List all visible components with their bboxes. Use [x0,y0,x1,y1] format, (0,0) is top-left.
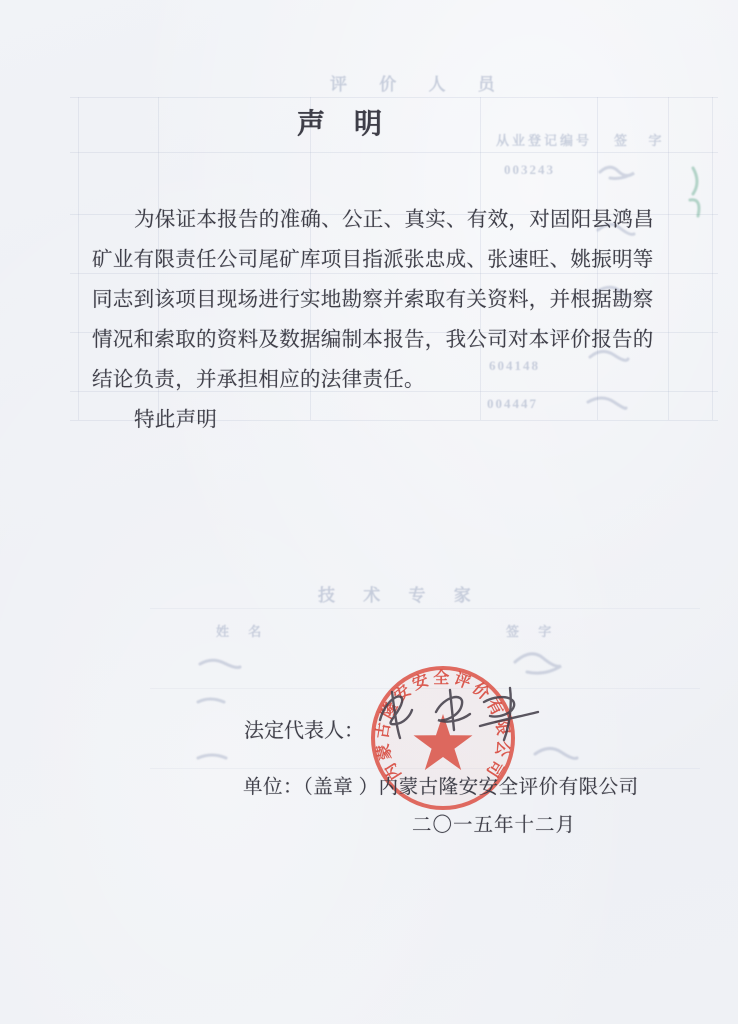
bleedthrough-cell-number: 003243 [504,162,555,177]
bleedthrough-section-title: 技 术 专 家 [318,586,483,605]
bleedthrough-cell-number: 004447 [487,396,538,411]
date-line: 二〇一五年十二月 [412,815,577,836]
seal-ring-text: 内蒙古隆安安全评价有限公司 [374,669,512,783]
bleedthrough-header-sign: 签 字 [614,133,667,148]
bleedthrough-name-label: 姓 名 [216,624,270,639]
bleedthrough-header-reg-no: 从业登记编号 [496,133,593,148]
body-line: 矿业有限责任公司尾矿库项目指派张忠成、张速旺、姚振明等 [92,249,654,271]
body-line: 为保证本报告的准确、公正、真实、有效，对固阳县鸿昌 [134,209,654,231]
bleedthrough-cell-number: 604148 [489,358,540,373]
body-line: 情况和索取的资料及数据编制本报告，我公司对本评价报告的 [92,329,654,351]
legal-representative-label: 法定代表人： [244,720,364,742]
body-line: 同志到该项目现场进行实地勘察并索取有关资料，并根据勘察 [92,289,654,311]
declaration-body [92,200,672,440]
unit-seal-line: 单位：（盖章 ）内蒙古隆安安全评价有限公司 [243,777,639,798]
bleedthrough-table-title: 评 价 人 员 [330,75,509,94]
bleedthrough-sign-label: 签 字 [506,624,560,639]
page-title: 声 明 [297,109,384,140]
body-line: 特此声明 [134,409,218,431]
body-line: 结论负责，并承担相应的法律责任。 [92,369,425,391]
handwritten-signature [352,668,562,758]
